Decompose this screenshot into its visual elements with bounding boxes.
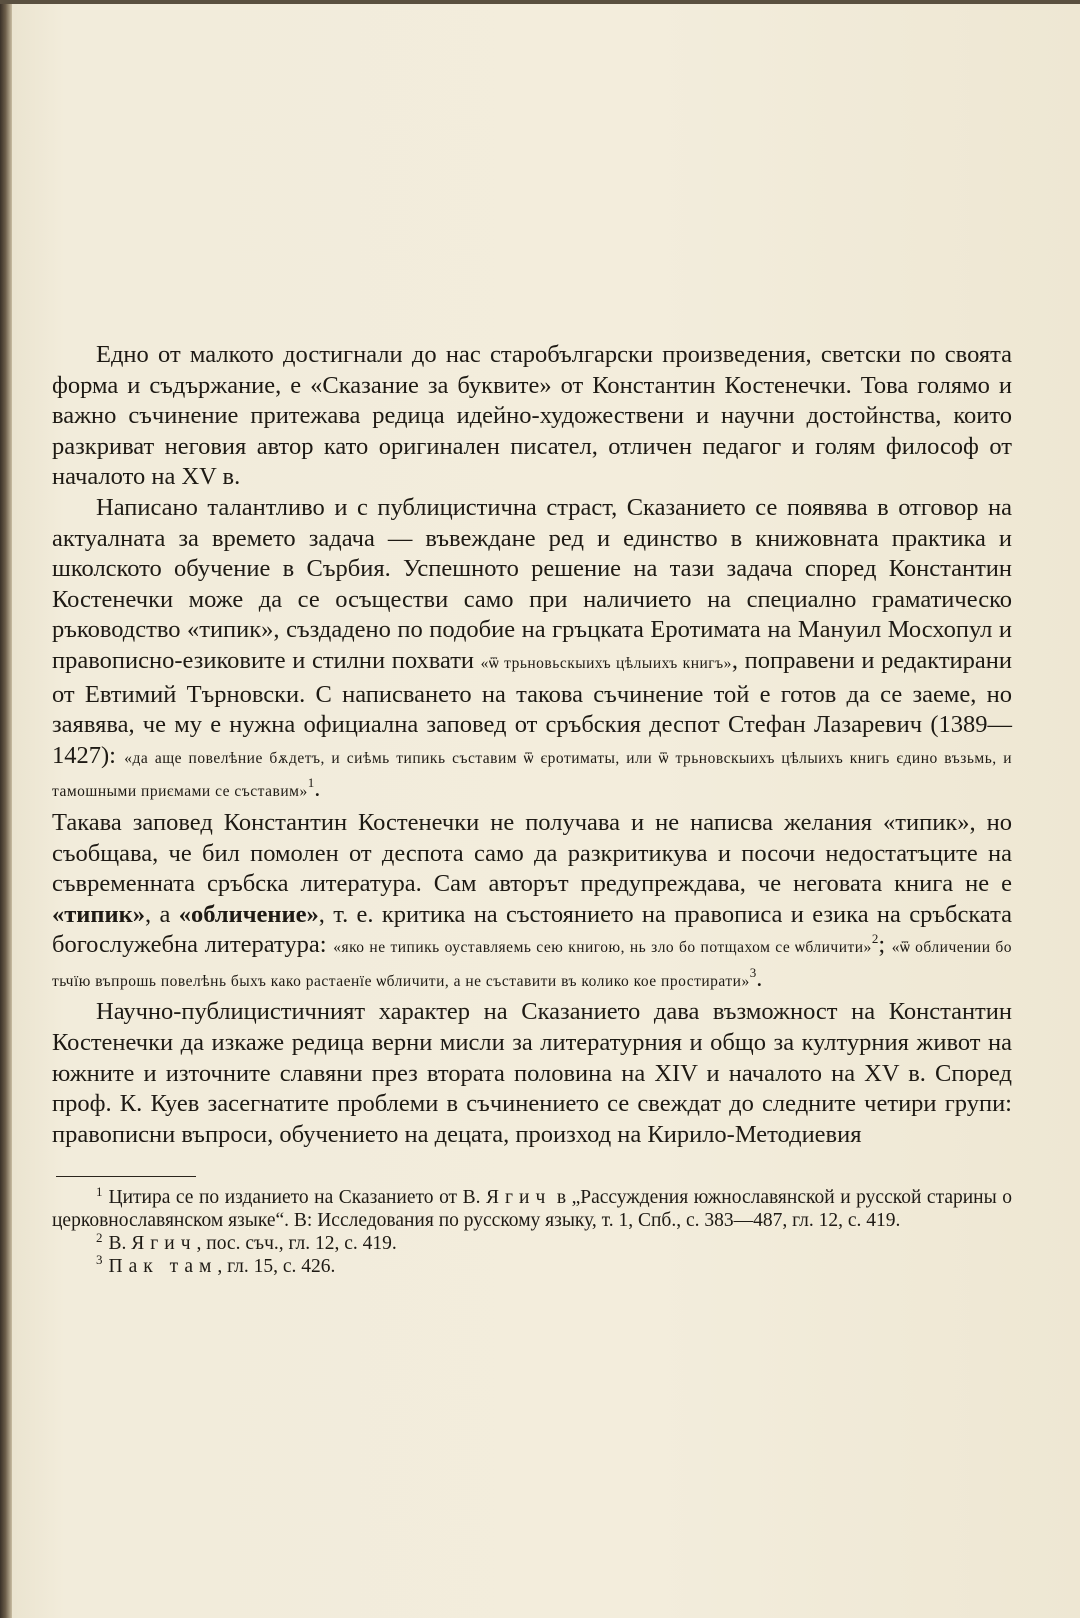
bold-oblichenie: «обличение» <box>178 900 319 928</box>
footnote-text-b: в „Рассуждения южнославянской и русской старины о церковнославянском языке“. В: Исследования по русскому языку, т. 1, Спб., с. 383—487, гл. 12, с. 419. <box>52 1187 1013 1232</box>
footnotes <box>52 1183 1013 1278</box>
footnote-author: Ягич <box>486 1187 552 1209</box>
top-edge <box>0 0 1080 4</box>
paragraph-3-text-c: , т. е. критика на състоянието на правописа и езика на сръбската богослужебна литература: <box>52 900 1013 959</box>
church-slavonic-quote-3: «яко не типикь оуставляемь сею книгою, нь зло бо потщахом се ѡбличити» <box>333 939 872 957</box>
footnote-text-b: , пос. съч., гл. 12, с. 419. <box>196 1233 397 1255</box>
footnote-number: 1 <box>96 1183 103 1199</box>
paragraph-3-text-a: Такава заповед Константин Костенечки не получава и не написва желания «типик», но съобщава, че бил помолен от деспота само да разкритикува и посочи недостатъците на съвременната сръбска литература. Сам авторът предупреждава, че неговата книга не е <box>52 808 1012 898</box>
paragraph-4-text: Научно-публицистичният характер на Сказанието дава възможност на Константин Костенечки да изкаже редица верни мисли за литературния и общо за културния живот на южните и източните славяни през втората половина на XIV и началото на XV в. Според проф. К. Куев засегнатите проблеми в съчинението се свеждат до следните четири групи: правописни въпроси, обучението на децата, произход на Кирило-Методиевия <box>52 998 1012 1148</box>
paragraph-2-text-b: , поправени и редактирани от Евтимий Търновски. С написването на такова съчинение той е готов да се заеме, но заявява, че му е нужна официална заповед от сръбския деспот Стефан Лазаревич (1389—1427): <box>52 646 1013 769</box>
footnote-ref-2: 2 <box>871 931 879 947</box>
church-slavonic-quote-4: «ѿ обличении бо тьчїю въпрошь повелѣнь быхъ како растаенїе ѡбличити, а не съставити въ колико кое простирати» <box>52 939 1012 990</box>
footnote-separator <box>56 1176 196 1177</box>
footnote-text-a: В. <box>108 1233 127 1255</box>
footnote-author: Пак там <box>108 1255 218 1277</box>
footnote-1 <box>52 1183 1013 1233</box>
footnote-text-a: Цитира се по изданието на Сказанието от В. <box>108 1187 481 1209</box>
paragraph-3: Такава заповед Константин Костенечки не получава и не написва желания «типик», но съобщава, че бил помолен от деспота само да разкритикува и посочи недостатъците на съвременната сръбска литература. Сам авторът предупреждава, че неговата книга не е «типик», а «обличение», т. е. критика на състоянието на правописа и езика на сръбската богослужебна литература: «яко не типикь оуставляемь сею книгою, нь зло бо потщахом се ѡбличити»$^2$; «ѿ обличении бо тьчїю въпрошь повелѣнь быхъ како растаенїе ѡбличити, а не съставити въ колико кое простирати»$^3$. <box>52 808 1013 992</box>
paragraph-2: Написано талантливо и с публицистична страст, Сказанието се появява в отговор на актуалната за времето задача — въвеждане ред и единство в книжовната практика и школското обучение в Сърбия. Успешното решение на тази задача според Константин Костенечки може да се осъществи само при наличието на специално граматическо ръководство «типик», създадено по подобие на гръцката Еротимата на Мануил Мосхопул и правописно-езиковите и стилни похвати «ѿ трьновьскыихъ цѣлыихъ книгъ», поправени и редактирани от Евтимий Търновски. С написването на такова съчинение той е готов да се заеме, но заявява, че му е нужна официална заповед от сръбския деспот Стефан Лазаревич (1389—1427): «да аще повелѣние бѫдетъ, и сиѣмь типикь съставим ѿ єротиматы, или ѿ трьновскыихъ цѣлыихъ книгь єдино възьмь, и тамошными приємами се съставим»$^1$. <box>52 493 1013 803</box>
footnote-author: Ягич <box>131 1233 197 1255</box>
footnote-3 <box>52 1252 1012 1279</box>
bold-typik: «типик» <box>52 900 145 928</box>
binding-edge <box>0 0 12 1618</box>
footnote-number: 2 <box>96 1229 103 1245</box>
main-text <box>52 340 1012 1279</box>
footnote-ref-1: 1 <box>307 775 315 791</box>
footnote-2 <box>52 1229 1012 1256</box>
footnote-text-b: , гл. 15, с. 426. <box>217 1255 336 1277</box>
footnote-ref-3: 3 <box>749 964 757 980</box>
paragraph-3-text-b: , а <box>145 900 171 928</box>
paragraph-1 <box>52 340 1012 493</box>
paragraph-1-text: Едно от малкото достигнали до нас старобългарски произведения, светски по своята форма и съдържание, е «Сказание за буквите» от Константин Костенечки. Това голямо и важно съчинение притежава редица идейно-художествени и научни достойнства, които разкриват неговия автор като оригинален писател, отличен педагог и голям философ от началото на XV в. <box>52 341 1012 491</box>
paragraph-2-text-a: Написано талантливо и с публицистична страст, Сказанието се появява в отговор на актуалната за времето задача — въвеждане ред и единство в книжовната практика и школското обучение в Сърбия. Успешното решение на тази задача според Константин Костенечки може да се осъществи само при наличието на специално граматическо ръководство «типик», създадено по подобие на гръцката Еротимата на Мануил Мосхопул и правописно-езиковите и стилни похвати <box>52 493 1012 674</box>
paragraph-4 <box>52 997 1012 1150</box>
footnote-number: 3 <box>96 1252 103 1268</box>
church-slavonic-quote-1: «ѿ трьновьскыихъ цѣлыихъ книгъ» <box>480 654 732 672</box>
church-slavonic-quote-2: «да аще повелѣние бѫдетъ, и сиѣмь типикь съставим ѿ єротиматы, или ѿ трьновскыихъ цѣлыихъ книгь єдино възьмь, и тамошными приємами се съставим» <box>52 749 1013 801</box>
